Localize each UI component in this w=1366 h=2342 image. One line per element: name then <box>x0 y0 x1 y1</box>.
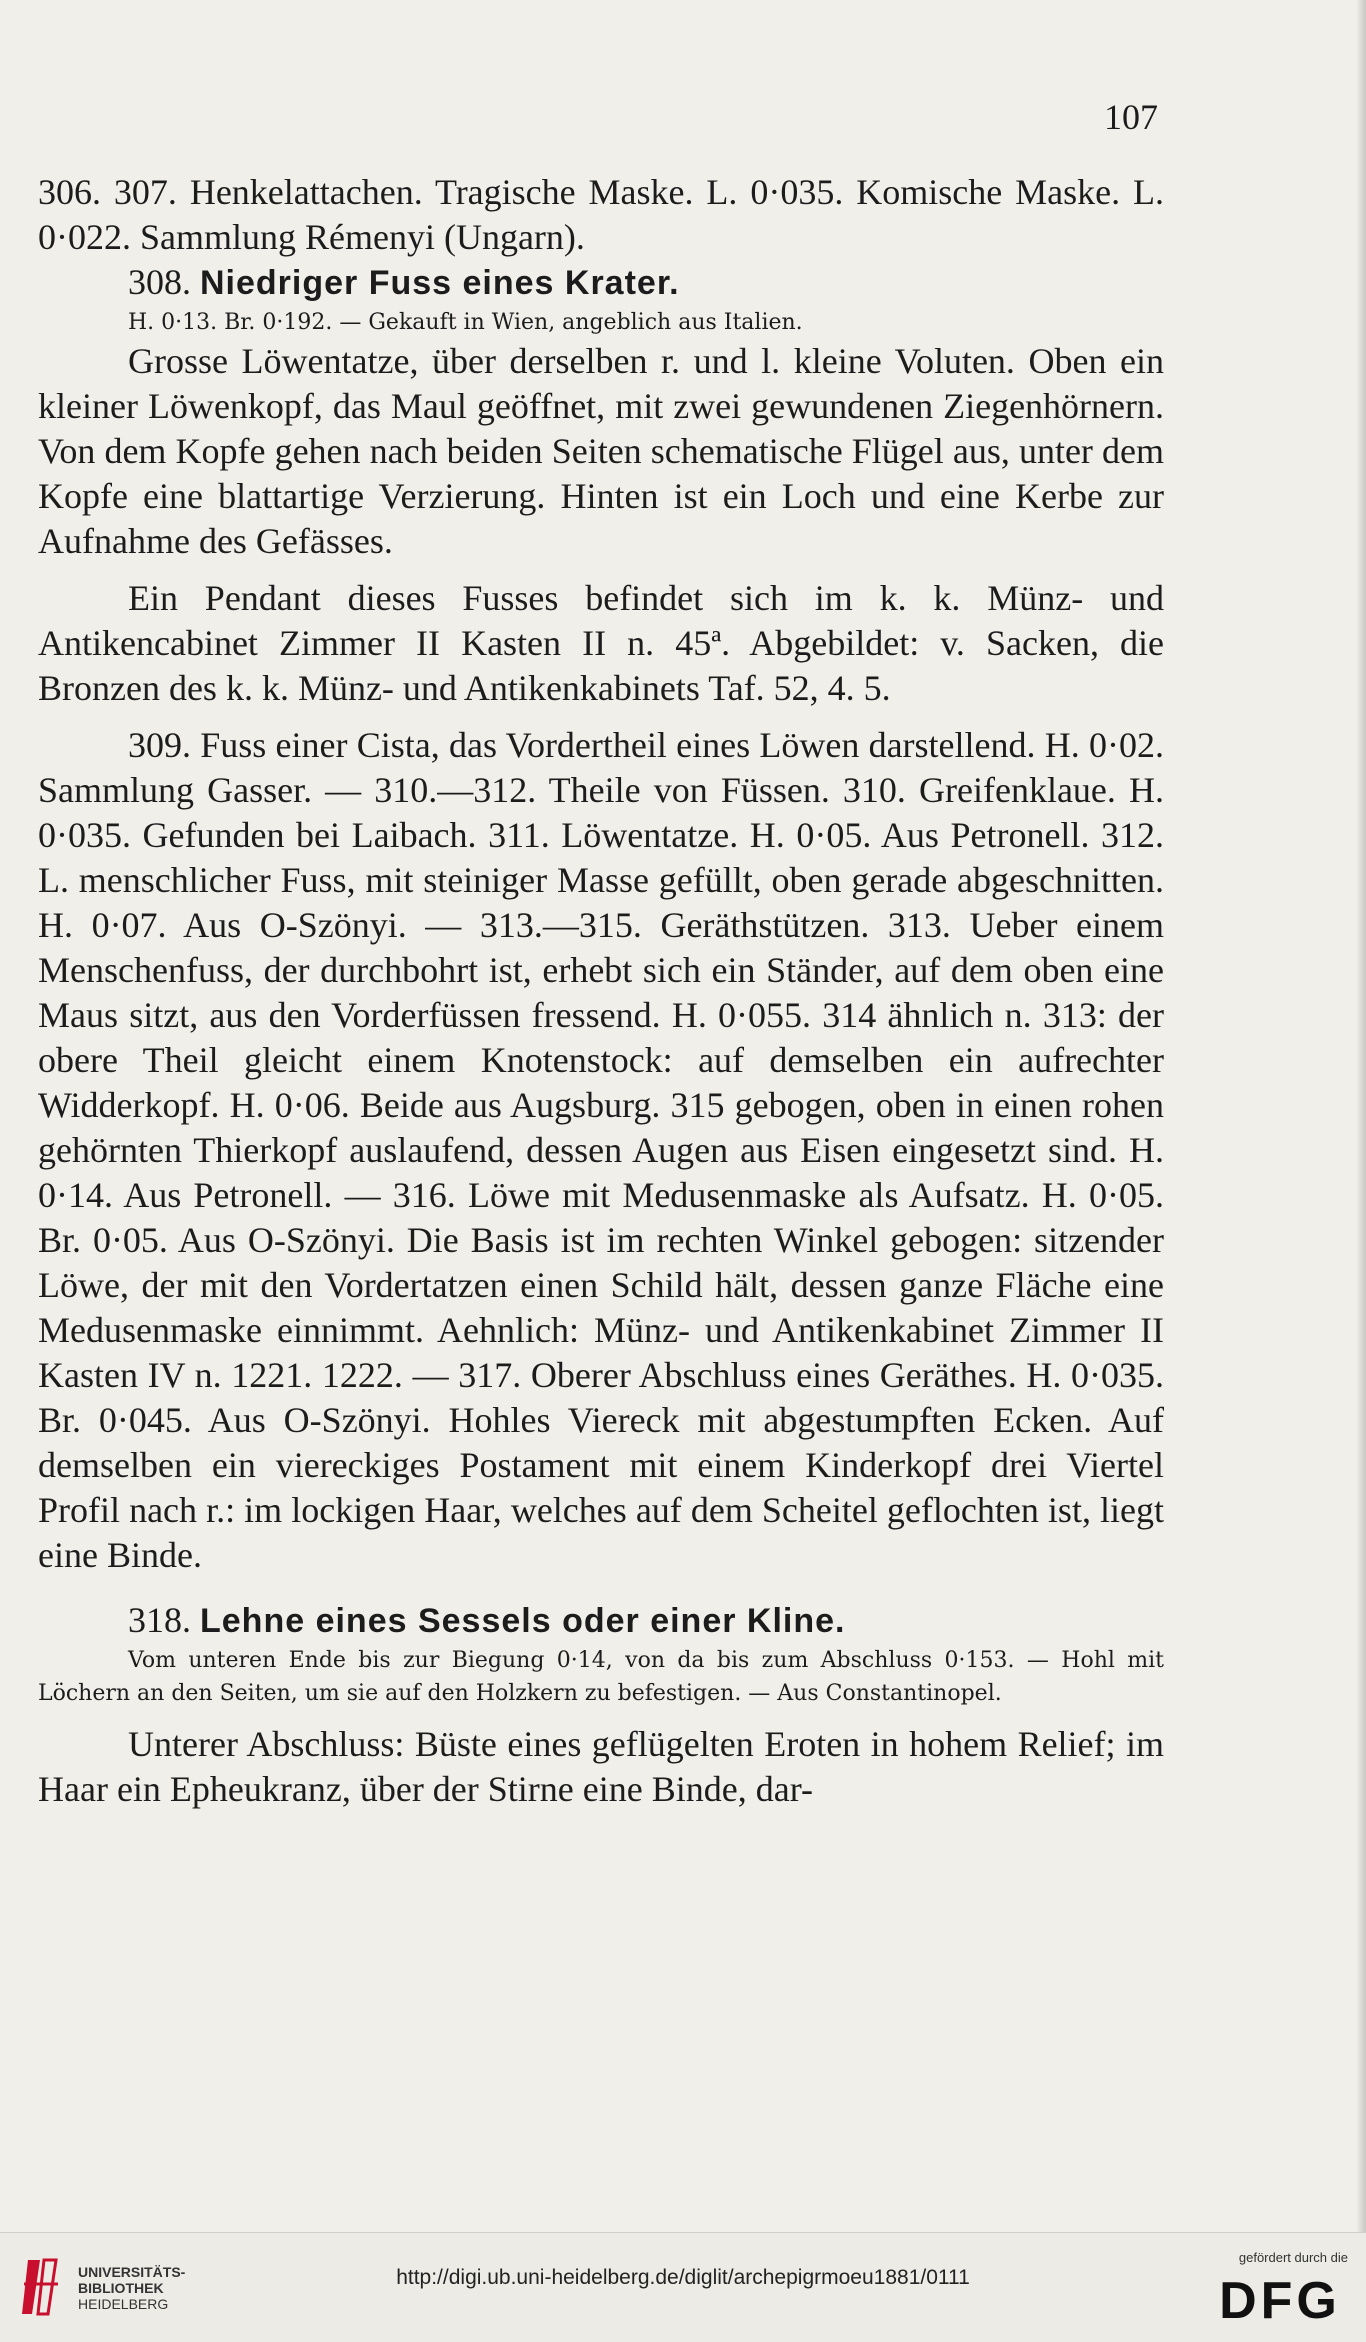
paragraph-308-pendant: Ein Pendant dieses Fusses befindet sich im k. k. Münz- und Antikencabinet Zimmer II Kasten II n. 45ª. Abgebildet: v. Sacken, die Bronzen des k. k. Münz- und Antikenkabinets Taf. 52, 4. 5. <box>38 578 1164 708</box>
page-edge-shadow <box>1356 0 1366 2232</box>
paragraph-309-317: 309. Fuss einer Cista, das Vordertheil eines Löwen darstellend. H. 0·02. Sammlung Gasser. — 310.—312. Theile von Füssen. 310. Greifenklaue. H. 0·035. Gefunden bei Laibach. 311. Löwentatze. H. 0·05. Aus Petronell. 312. L. menschlicher Fuss, mit steiniger Masse gefüllt, oben gerade abgeschnitten. H. 0·07. Aus O-Szönyi. — 313.—315. Geräthstützen. 313. Ueber einem Menschenfuss, der durchbohrt ist, erhebt sich ein Ständer, auf dem oben eine Maus sitzt, aus den Vorderfüssen fressend. H. 0·055. 314 ähnlich n. 313: der obere Theil gleicht einem Knotenstock: auf demselben ein aufrechter Widderkopf. H. 0·06. Beide aus Augsburg. 315 gebogen, oben in einen rohen gehörnten Thierkopf auslaufend, dessen Augen aus Eisen eingesetzt sind. H. 0·14. Aus Petronell. — 316. Löwe mit Medusenmaske als Aufsatz. H. 0·05. Br. 0·05. Aus O-Szönyi. Die Basis ist im rechten Winkel gebogen: sitzender Löwe, der mit den Vordertatzen einen Schild hält, dessen ganze Fläche eine Medusenmaske einnimmt. Aehnlich: Münz- und Antikenkabinet Zimmer II Kasten IV n. 1221. 1222. — 317. Oberer Abschluss eines Geräthes. H. 0·035. Br. 0·045. Aus O-Szönyi. Hohles Viereck mit abgestumpften Ecken. Auf demselben ein viereckiges Postament mit einem Kinderkopf drei Viertel Profil nach r.: im lockigen Haar, welches auf dem Scheitel geflochten ist, liegt eine Binde. <box>38 725 1164 1575</box>
page-number: 107 <box>1104 97 1158 137</box>
heading-318-number: 318. <box>128 1600 191 1640</box>
heading-308-title: Niedriger Fuss eines Krater. <box>200 264 680 302</box>
meta-308: H. 0·13. Br. 0·192. — Gekauft in Wien, angeblich aus Italien. <box>128 310 803 335</box>
heading-318 <box>38 1598 1164 1644</box>
library-name-line3: HEIDELBERG <box>78 2296 169 2312</box>
dfg-logo-text: DFG <box>1219 2272 1341 2328</box>
heading-318-title: Lehne eines Sessels oder einer Kline. <box>200 1602 846 1640</box>
library-name-line1: UNIVERSITÄTS- <box>78 2264 186 2280</box>
source-url-link[interactable]: http://digi.ub.uni-heidelberg.de/diglit/archepigrmoeu1881/0111 <box>396 2266 970 2289</box>
paragraph-306-307: 306. 307. Henkelattachen. Tragische Maske. L. 0·035. Komische Maske. L. 0·022. Sammlung Rémenyi (Ungarn). <box>38 172 1164 257</box>
funding-caption: gefördert durch die <box>1238 2250 1348 2265</box>
paragraph-318-description: Unterer Abschluss: Büste eines geflügelten Eroten in hohem Relief; im Haar ein Epheukranz, über der Stirne eine Binde, dar- <box>38 1724 1164 1809</box>
library-name-line2: BIBLIOTHEK <box>78 2280 164 2296</box>
paragraph-308-description: Grosse Löwentatze, über derselben r. und l. kleine Voluten. Oben ein kleiner Löwenkopf, das Maul geöffnet, mit zwei gewundenen Ziegenhörnern. Von dem Kopfe gehen nach beiden Seiten schematische Flügel aus, unter dem Kopfe eine blattartige Verzierung. Hinten ist ein Loch und eine Kerbe zur Aufnahme des Gefässes. <box>38 341 1164 561</box>
heading-308-number: 308. <box>128 262 191 302</box>
dfg-logo-icon <box>1210 2268 1350 2328</box>
meta-318: Vom unteren Ende bis zur Biegung 0·14, von da bis zum Abschluss 0·153. — Hohl mit Löchern an den Seiten, um sie auf den Holzkern zu befestigen. — Aus Constantinopel. <box>38 1648 1164 1706</box>
page-body <box>38 170 1164 1812</box>
heading-308 <box>38 260 1164 306</box>
